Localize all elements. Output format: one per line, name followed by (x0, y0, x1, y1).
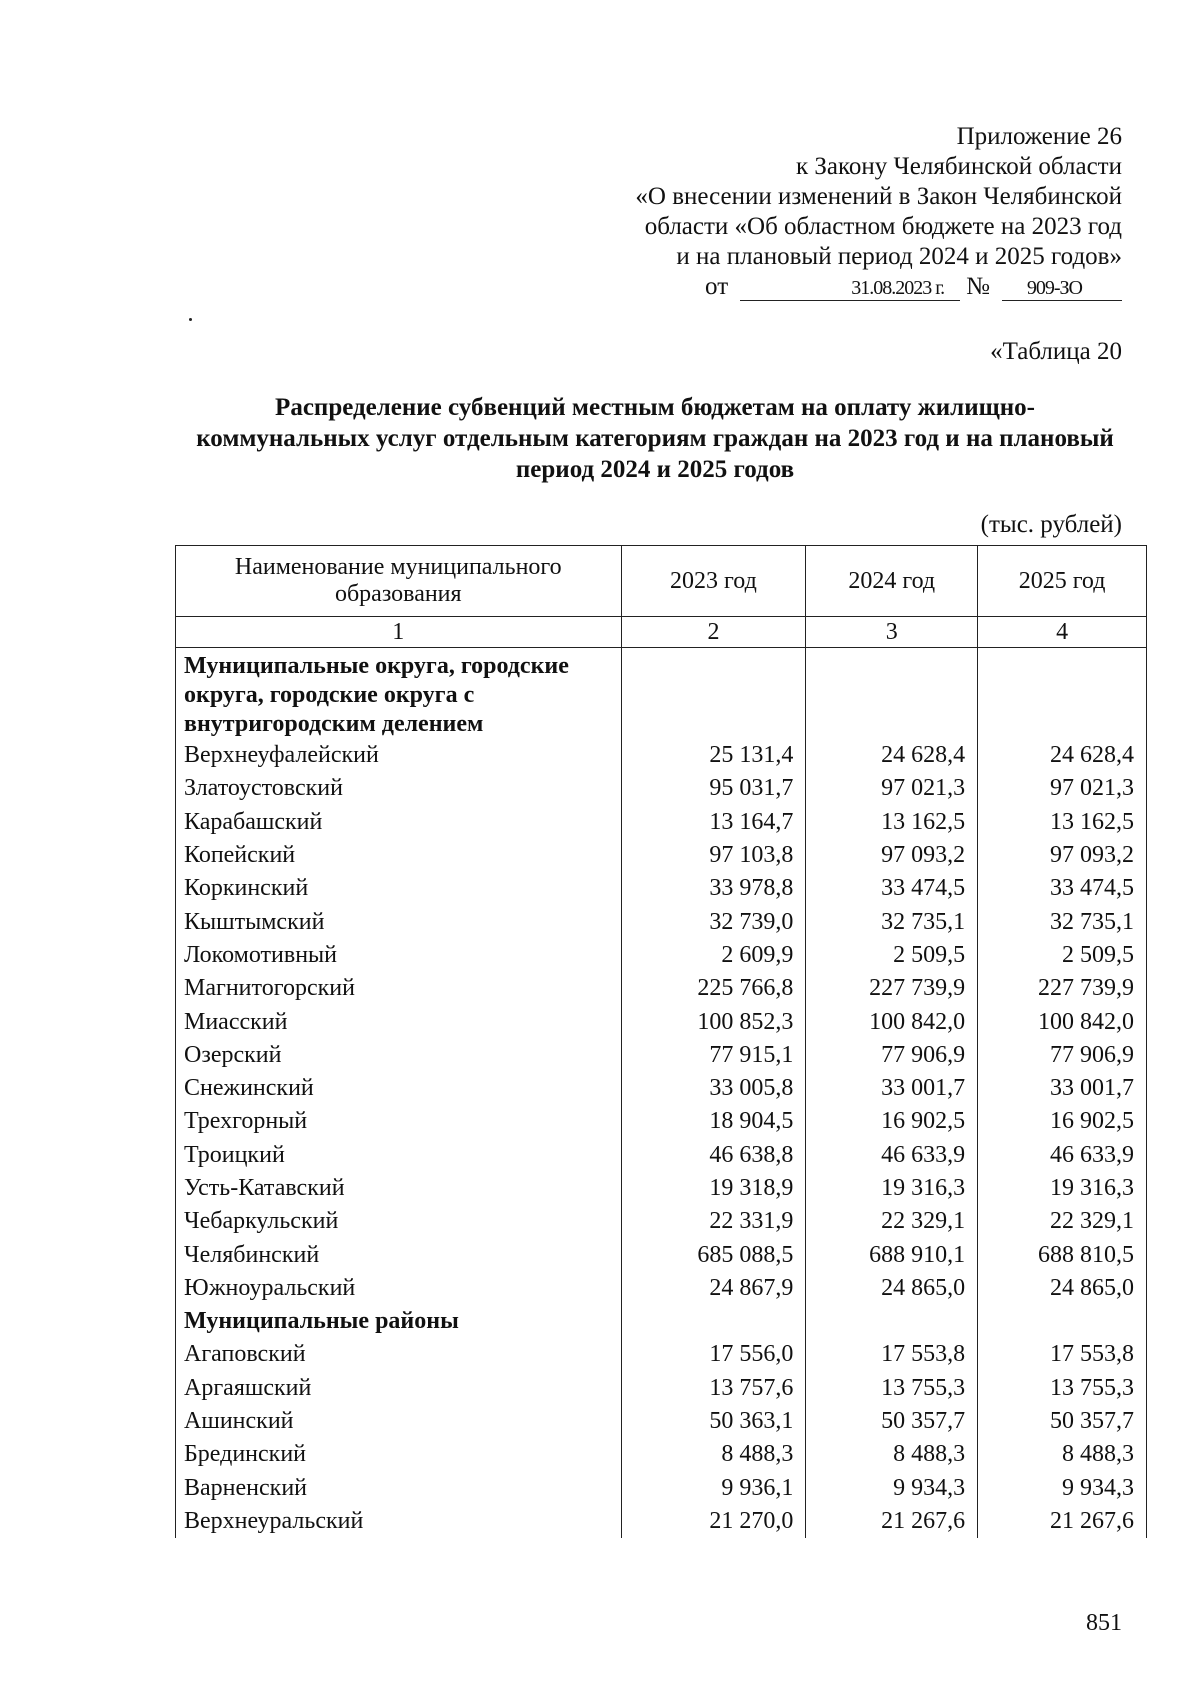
table-row (176, 1005, 1147, 1038)
amount-cell: 100 842,0 (978, 1005, 1147, 1038)
appendix-line: области «Об областном бюджете на 2023 год (644, 213, 1122, 240)
table-row (176, 1505, 1147, 1538)
table-row (176, 872, 1147, 905)
amount-cell: 97 093,2 (978, 839, 1147, 872)
amount-cell: 97 103,8 (621, 839, 806, 872)
column-number-row (176, 617, 1147, 648)
table-row (176, 806, 1147, 839)
amount-cell: 77 906,9 (806, 1039, 978, 1072)
empty-cell (978, 648, 1147, 740)
amount-cell: 97 021,3 (978, 772, 1147, 805)
header-2023: 2023 год (621, 546, 806, 617)
empty-cell (978, 1305, 1147, 1338)
amount-cell: 77 906,9 (978, 1039, 1147, 1072)
amount-cell: 227 739,9 (978, 972, 1147, 1005)
municipality-name: Копейский (176, 839, 622, 872)
units-label: (тыс. рублей) (980, 511, 1122, 538)
amount-cell: 77 915,1 (621, 1039, 806, 1072)
empty-cell (806, 648, 978, 740)
table-header-row (176, 546, 1147, 617)
amount-cell: 33 001,7 (978, 1072, 1147, 1105)
title-line: коммунальных услуг отдельным категориям граждан на 2023 год и на плановый (196, 425, 1114, 452)
amount-cell: 50 357,7 (978, 1405, 1147, 1438)
section-row (176, 648, 1147, 740)
amount-cell: 13 162,5 (806, 806, 978, 839)
amount-cell: 24 865,0 (806, 1272, 978, 1305)
amount-cell: 22 331,9 (621, 1205, 806, 1238)
table-row (176, 972, 1147, 1005)
amount-cell: 22 329,1 (978, 1205, 1147, 1238)
amount-cell: 2 609,9 (621, 939, 806, 972)
municipality-name: Троицкий (176, 1139, 622, 1172)
header-2024: 2024 год (806, 546, 978, 617)
municipality-name: Локомотивный (176, 939, 622, 972)
table-row (176, 1438, 1147, 1471)
municipality-name: Челябинский (176, 1238, 622, 1271)
amount-cell: 227 739,9 (806, 972, 978, 1005)
law-number-value: 909-ЗО (1002, 276, 1122, 301)
table-row (176, 839, 1147, 872)
municipality-name: Варненский (176, 1472, 622, 1505)
amount-cell: 46 638,8 (621, 1139, 806, 1172)
amount-cell: 19 318,9 (621, 1172, 806, 1205)
amount-cell: 33 978,8 (621, 872, 806, 905)
section-row (176, 1305, 1147, 1338)
amount-cell: 22 329,1 (806, 1205, 978, 1238)
amount-cell: 8 488,3 (621, 1438, 806, 1471)
municipality-name: Агаповский (176, 1338, 622, 1371)
amount-cell: 25 131,4 (621, 739, 806, 772)
column-number: 1 (176, 617, 622, 648)
date-prefix: от (705, 273, 729, 300)
municipality-name: Верхнеуральский (176, 1505, 622, 1538)
amount-cell: 9 936,1 (621, 1472, 806, 1505)
amount-cell: 21 270,0 (621, 1505, 806, 1538)
municipality-name: Коркинский (176, 872, 622, 905)
amount-cell: 50 357,7 (806, 1405, 978, 1438)
amount-cell: 17 553,8 (978, 1338, 1147, 1371)
section-title: Муниципальные районы (176, 1305, 622, 1338)
amount-cell: 13 164,7 (621, 806, 806, 839)
table-row (176, 1472, 1147, 1505)
table-row (176, 1405, 1147, 1438)
amount-cell: 95 031,7 (621, 772, 806, 805)
amount-cell: 9 934,3 (806, 1472, 978, 1505)
amount-cell: 24 628,4 (978, 739, 1147, 772)
amount-cell: 8 488,3 (978, 1438, 1147, 1471)
amount-cell: 24 867,9 (621, 1272, 806, 1305)
law-date-value: 31.08.2023 г. (740, 276, 960, 301)
table-row (176, 1338, 1147, 1371)
column-number: 2 (621, 617, 806, 648)
header-2025: 2025 год (978, 546, 1147, 617)
amount-cell: 225 766,8 (621, 972, 806, 1005)
municipality-name: Усть-Катавский (176, 1172, 622, 1205)
amount-cell: 100 842,0 (806, 1005, 978, 1038)
amount-cell: 2 509,5 (978, 939, 1147, 972)
municipality-name: Озерский (176, 1039, 622, 1072)
table-label: «Таблица 20 (990, 338, 1122, 365)
number-prefix: № (966, 273, 990, 300)
municipality-name: Брединский (176, 1438, 622, 1471)
municipality-name: Златоустовский (176, 772, 622, 805)
municipality-name: Ашинский (176, 1405, 622, 1438)
amount-cell: 33 474,5 (978, 872, 1147, 905)
amount-cell: 685 088,5 (621, 1238, 806, 1271)
appendix-line: «О внесении изменений в Закон Челябинской (635, 183, 1122, 210)
table-row (176, 1139, 1147, 1172)
table-row (176, 1072, 1147, 1105)
title-line: Распределение субвенций местным бюджетам на оплату жилищно- (275, 394, 1035, 421)
amount-cell: 100 852,3 (621, 1005, 806, 1038)
stray-dot-mark (189, 318, 192, 321)
appendix-line: Приложение 26 (956, 123, 1122, 150)
amount-cell: 97 021,3 (806, 772, 978, 805)
municipality-name: Трехгорный (176, 1105, 622, 1138)
law-date-number-line (562, 272, 1122, 302)
amount-cell: 19 316,3 (978, 1172, 1147, 1205)
amount-cell: 24 628,4 (806, 739, 978, 772)
title-line: период 2024 и 2025 годов (515, 456, 795, 483)
table-row (176, 1105, 1147, 1138)
column-number: 4 (978, 617, 1147, 648)
section-title: Муниципальные округа, городские округа, городские округа с внутригородским делением (176, 648, 622, 740)
column-number: 3 (806, 617, 978, 648)
amount-cell: 17 553,8 (806, 1338, 978, 1371)
amount-cell: 13 757,6 (621, 1372, 806, 1405)
municipality-name: Кыштымский (176, 905, 622, 938)
amount-cell: 16 902,5 (978, 1105, 1147, 1138)
amount-cell: 13 755,3 (806, 1372, 978, 1405)
table-row (176, 739, 1147, 772)
municipality-name: Верхнеуфалейский (176, 739, 622, 772)
amount-cell: 17 556,0 (621, 1338, 806, 1371)
table-row (176, 1272, 1147, 1305)
amount-cell: 24 865,0 (978, 1272, 1147, 1305)
municipality-name: Чебаркульский (176, 1205, 622, 1238)
header-municipality: Наименование муниципального образования (176, 546, 622, 617)
amount-cell: 33 005,8 (621, 1072, 806, 1105)
empty-cell (621, 1305, 806, 1338)
amount-cell: 18 904,5 (621, 1105, 806, 1138)
amount-cell: 21 267,6 (978, 1505, 1147, 1538)
municipality-name: Снежинский (176, 1072, 622, 1105)
municipality-name: Миасский (176, 1005, 622, 1038)
table-row (176, 1172, 1147, 1205)
page-number: 851 (1086, 1610, 1122, 1636)
amount-cell: 46 633,9 (806, 1139, 978, 1172)
amount-cell: 50 363,1 (621, 1405, 806, 1438)
appendix-line: к Закону Челябинской области (796, 153, 1122, 180)
amount-cell: 2 509,5 (806, 939, 978, 972)
amount-cell: 13 162,5 (978, 806, 1147, 839)
amount-cell: 32 739,0 (621, 905, 806, 938)
table-row (176, 772, 1147, 805)
amount-cell: 32 735,1 (978, 905, 1147, 938)
table-body (176, 648, 1147, 1539)
table-row (176, 1039, 1147, 1072)
table-row (176, 1205, 1147, 1238)
table-row (176, 1238, 1147, 1271)
amount-cell: 21 267,6 (806, 1505, 978, 1538)
amount-cell: 46 633,9 (978, 1139, 1147, 1172)
table-row (176, 905, 1147, 938)
municipality-name: Южноуральский (176, 1272, 622, 1305)
appendix-header (562, 122, 1122, 302)
amount-cell: 33 001,7 (806, 1072, 978, 1105)
amount-cell: 8 488,3 (806, 1438, 978, 1471)
amount-cell: 32 735,1 (806, 905, 978, 938)
appendix-line: и на плановый период 2024 и 2025 годов» (676, 243, 1122, 270)
amount-cell: 688 910,1 (806, 1238, 978, 1271)
subsidy-table (175, 545, 1147, 1538)
amount-cell: 19 316,3 (806, 1172, 978, 1205)
amount-cell: 9 934,3 (978, 1472, 1147, 1505)
empty-cell (621, 648, 806, 740)
amount-cell: 16 902,5 (806, 1105, 978, 1138)
amount-cell: 33 474,5 (806, 872, 978, 905)
table-row (176, 939, 1147, 972)
amount-cell: 97 093,2 (806, 839, 978, 872)
amount-cell: 688 810,5 (978, 1238, 1147, 1271)
municipality-name: Магнитогорский (176, 972, 622, 1005)
municipality-name: Аргаяшский (176, 1372, 622, 1405)
empty-cell (806, 1305, 978, 1338)
table-row (176, 1372, 1147, 1405)
municipality-name: Карабашский (176, 806, 622, 839)
document-title (160, 392, 1150, 485)
amount-cell: 13 755,3 (978, 1372, 1147, 1405)
